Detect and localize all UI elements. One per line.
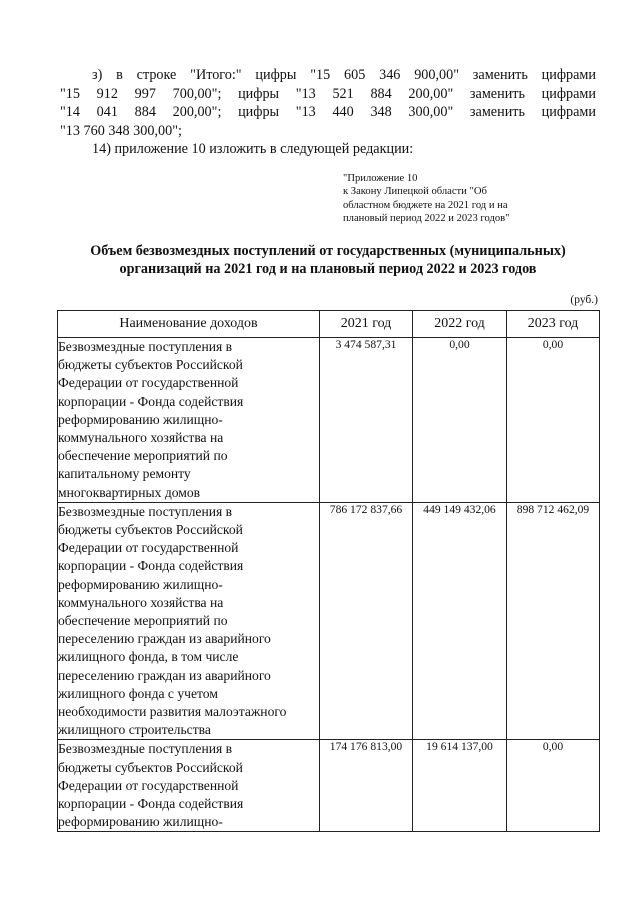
amendment-paragraph: [60, 66, 596, 159]
income-name-line: бюджеты субъектов Российской: [58, 522, 243, 538]
value-2021-cell: 786 172 837,66: [320, 502, 413, 740]
income-name-line: коммунального хозяйства на: [58, 594, 224, 610]
income-name-line: переселению граждан из аварийного: [58, 667, 271, 683]
income-name-line: реформированию жилищно-: [58, 411, 223, 427]
income-name-line: необходимости развития малоэтажного: [58, 704, 287, 720]
income-name-line: жилищного строительства: [58, 722, 211, 738]
table-row: [58, 740, 600, 832]
income-name-line: Федерации от государственной: [58, 375, 239, 391]
amendment-line: "13 760 348 300,00";: [60, 122, 182, 139]
appendix-reference: [343, 172, 573, 225]
value-2022-cell: 19 614 137,00: [413, 740, 507, 832]
table-row: [58, 502, 600, 740]
income-name-line: реформированию жилищно-: [58, 814, 223, 830]
table-header-row: [58, 311, 600, 338]
income-name-line: корпорации - Фонда содействия: [58, 558, 244, 574]
document-title: [56, 242, 600, 278]
currency-unit: (руб.): [570, 294, 598, 306]
revenue-table: [57, 310, 600, 832]
title-line: Объем безвозмездных поступлений от государственных (муниципальных): [90, 243, 566, 259]
income-name-line: Федерации от государственной: [58, 540, 239, 556]
appendix-line: плановый период 2022 и 2023 годов": [343, 212, 510, 224]
income-name-line: коммунального хозяйства на: [58, 430, 224, 446]
income-name-line: бюджеты субъектов Российской: [58, 357, 243, 373]
income-name-line: многоквартирных домов: [58, 484, 201, 500]
title-line: организаций на 2021 год и на плановый период 2022 и 2023 годов: [119, 261, 537, 277]
income-name-line: Безвозмездные поступления в: [58, 339, 233, 354]
income-name-line: жилищного фонда с учетом: [58, 685, 218, 701]
value-2022-cell: 0,00: [413, 338, 507, 503]
column-header-2023: 2023 год: [507, 311, 600, 338]
income-name-line: Безвозмездные поступления в: [58, 503, 233, 519]
income-name-line: переселению граждан из аварийного: [58, 631, 271, 647]
appendix-line: "Приложение 10: [343, 173, 418, 184]
income-name-line: корпорации - Фонда содействия: [58, 796, 244, 812]
income-name-line: реформированию жилищно-: [58, 576, 223, 592]
income-name-line: обеспечение мероприятий по: [58, 613, 228, 629]
table-row: [58, 338, 600, 503]
income-name-line: корпорации - Фонда содействия: [58, 393, 244, 409]
income-name-line: Безвозмездные поступления в: [58, 741, 233, 757]
value-2023-cell: 0,00: [507, 740, 600, 832]
income-name-line: Федерации от государственной: [58, 777, 239, 793]
column-header-2021: 2021 год: [320, 311, 413, 338]
income-name-cell: [58, 740, 320, 832]
appendix-line: к Закону Липецкой области "Об: [343, 186, 487, 198]
column-header-2022: 2022 год: [413, 311, 507, 338]
item-14-line: 14) приложение 10 изложить в следующей редакции:: [92, 141, 414, 158]
value-2021-cell: 3 474 587,31: [320, 338, 413, 503]
column-header-name: Наименование доходов: [58, 311, 320, 338]
income-name-line: жилищного фонда, в том числе: [58, 649, 239, 665]
income-name-line: бюджеты субъектов Российской: [58, 759, 243, 775]
income-name-line: обеспечение мероприятий по: [58, 448, 228, 464]
appendix-line: областном бюджете на 2021 год и на: [343, 199, 508, 211]
amendment-line: "15 912 997 700,00"; цифры "13 521 884 200,00" заменить цифрами: [60, 85, 596, 102]
value-2023-cell: 898 712 462,09: [507, 502, 600, 740]
income-name-cell: [58, 338, 320, 503]
value-2021-cell: 174 176 813,00: [320, 740, 413, 832]
income-name-line: капитальному ремонту: [58, 466, 191, 482]
income-name-cell: [58, 502, 320, 740]
amendment-line: з) в строке "Итого:" цифры "15 605 346 900,00" заменить цифрами: [92, 67, 596, 83]
amendment-line: "14 041 884 200,00"; цифры "13 440 348 300,00" заменить цифрами: [60, 104, 596, 121]
value-2023-cell: 0,00: [507, 338, 600, 503]
value-2022-cell: 449 149 432,06: [413, 502, 507, 740]
